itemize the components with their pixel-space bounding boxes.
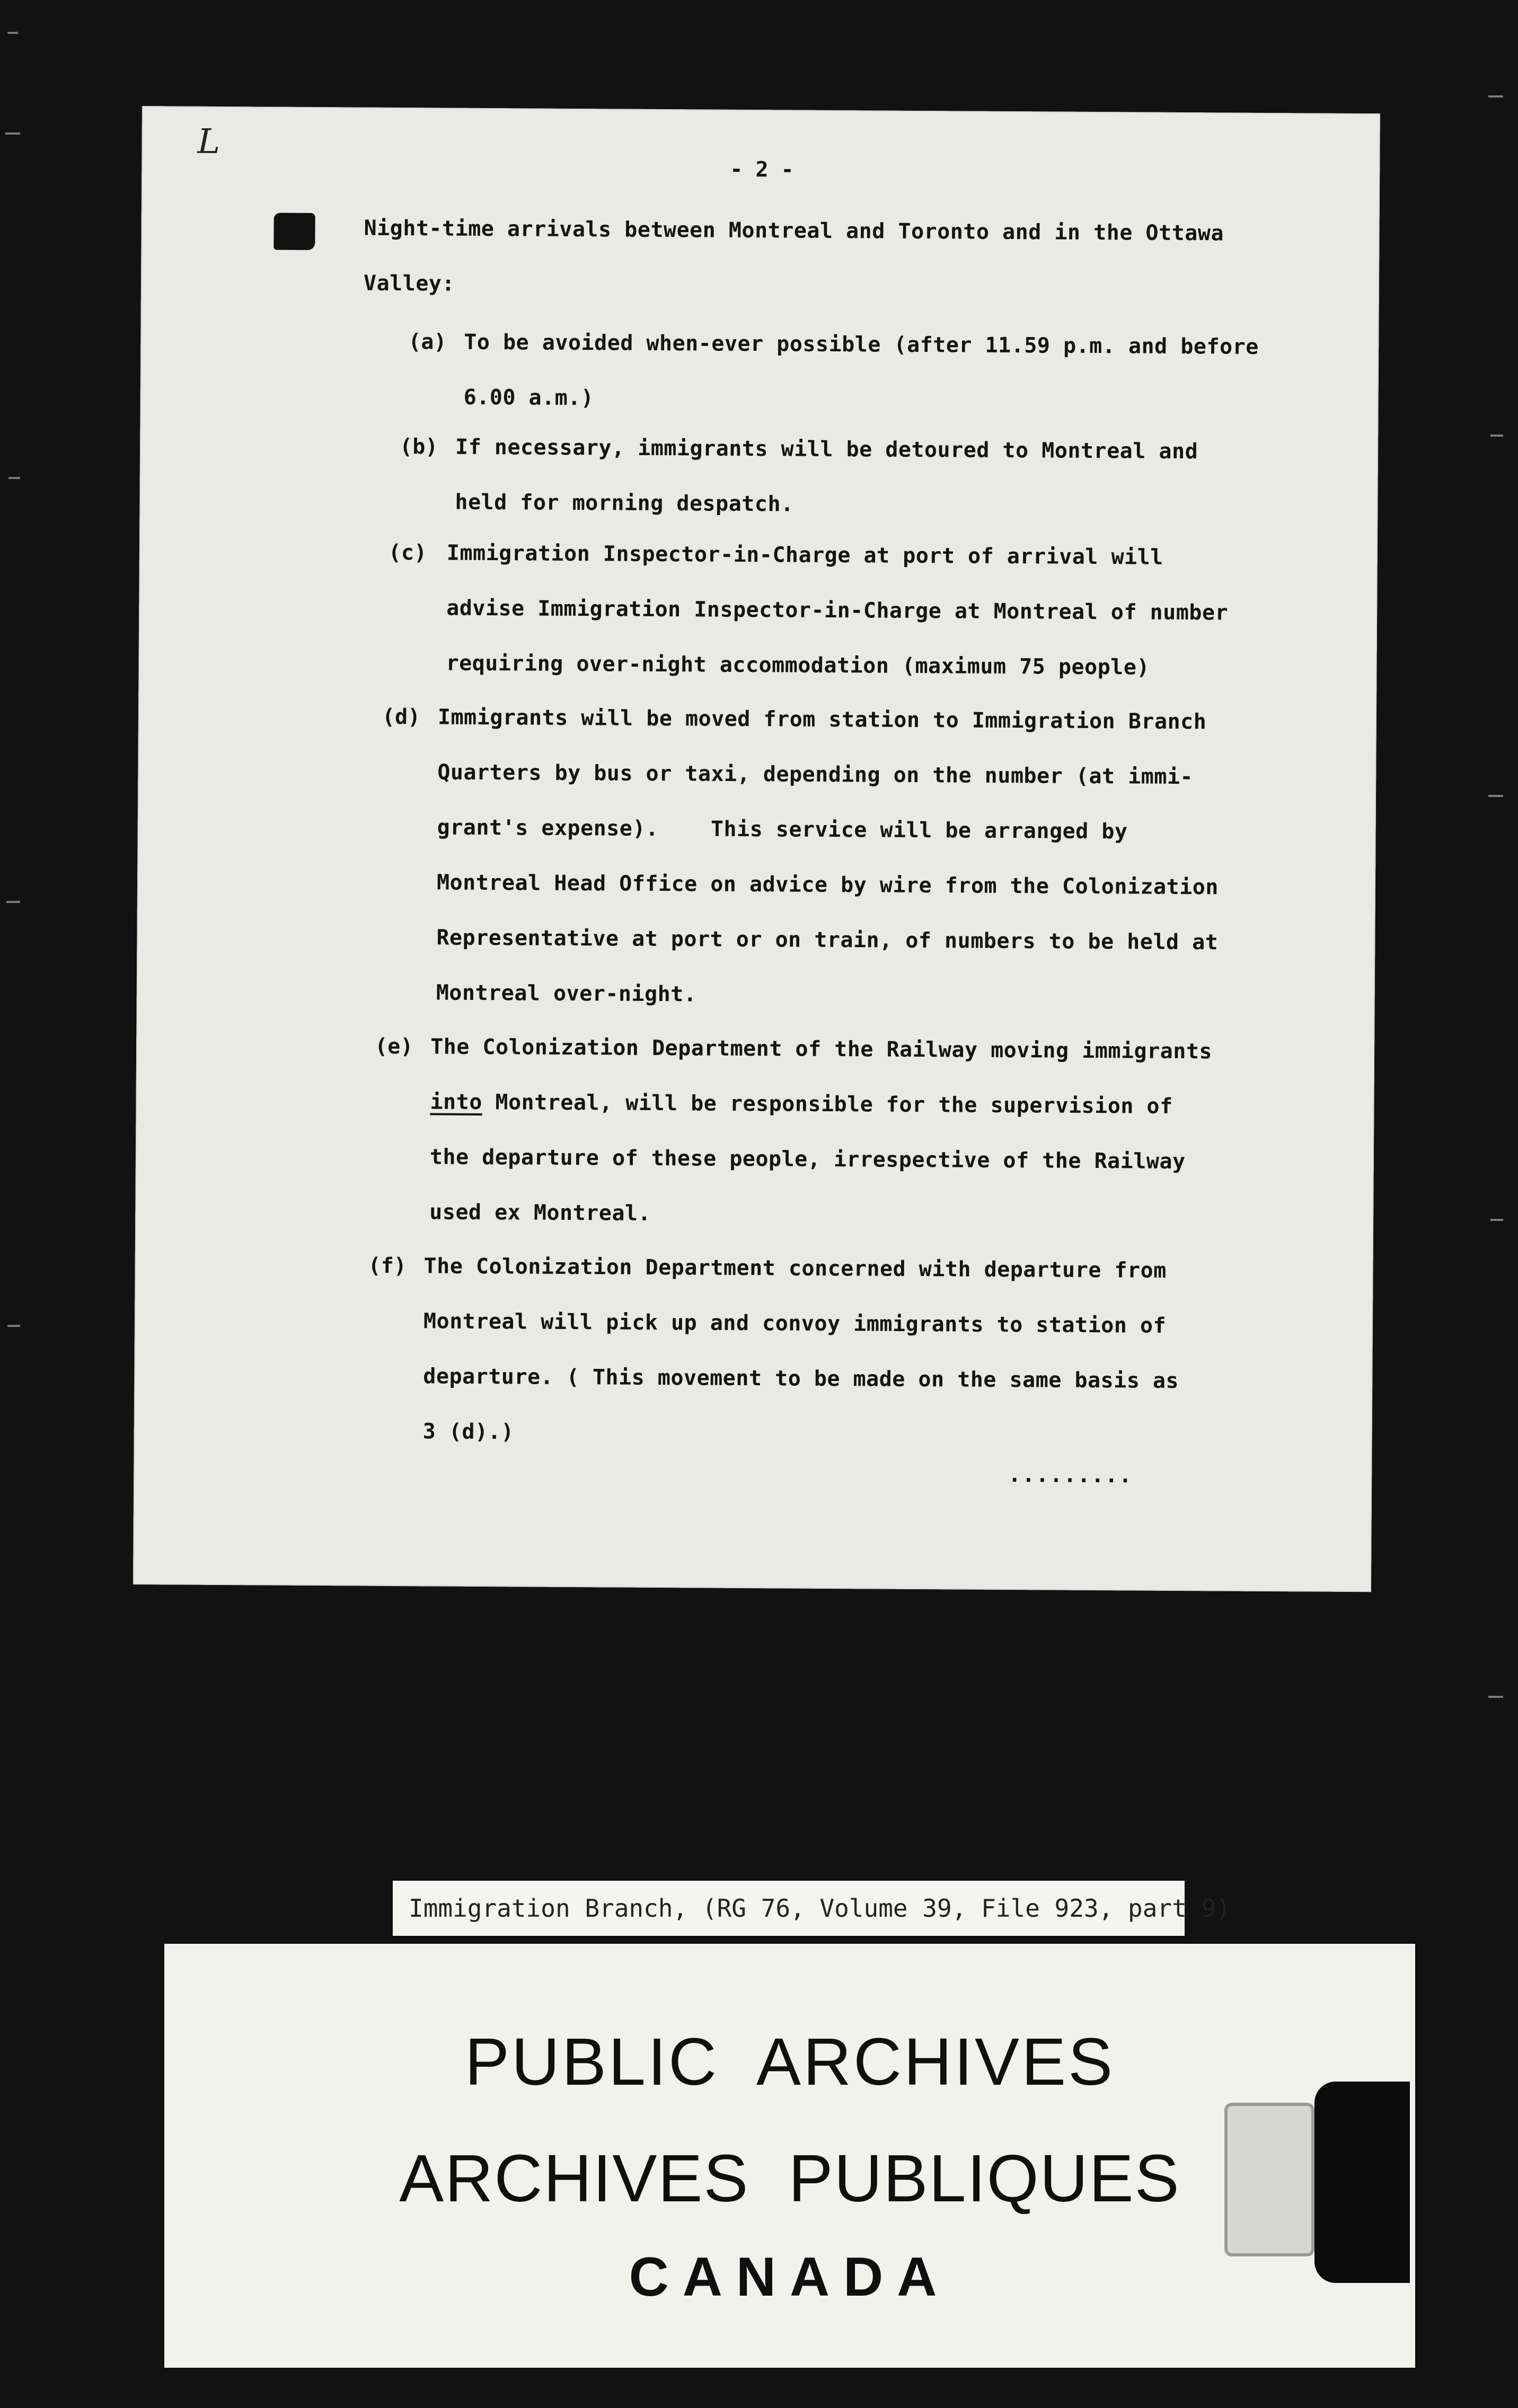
item-line: the departure of these people, irrespective of the Railway	[429, 1145, 1186, 1174]
item-line: Immigration Inspector-in-Charge at port of arrival will	[446, 541, 1163, 570]
item-line: 6.00 a.m.)	[463, 385, 594, 411]
item-line: Montreal Head Office on advice by wire from the Colonization	[436, 870, 1219, 900]
item-line: grant's expense). This service will be arranged by	[437, 815, 1128, 844]
item-text-e	[429, 1019, 1212, 1244]
intro-line: Night-time arrivals between Montreal and Toronto and in the Ottawa	[364, 216, 1224, 246]
item-line: requiring over-night accommodation (maximum 75 people)	[446, 651, 1150, 680]
intro-line: Valley:	[363, 271, 455, 296]
item-line: Immigrants will be moved from station to Immigration Branch	[437, 705, 1207, 734]
item-line: held for morning despatch.	[455, 490, 794, 517]
item-letter-b: (b)	[399, 434, 438, 459]
item-letter-f: (f)	[368, 1253, 407, 1279]
item-letter-a: (a)	[408, 330, 447, 355]
item-line: Montreal over-night.	[436, 980, 697, 1007]
item-line: Representative at port or on train, of numbers to be held at	[436, 925, 1219, 955]
item-line: 3 (d).)	[422, 1419, 514, 1445]
item-line-remainder: Montreal, will be responsible for the supervision of	[482, 1090, 1173, 1119]
film-edge-mark	[1490, 435, 1503, 437]
film-edge-mark	[5, 132, 20, 135]
film-edge-mark	[8, 477, 20, 479]
card-tab	[1224, 2103, 1314, 2256]
item-line: departure. ( This movement to be made on the same basis as	[423, 1364, 1179, 1393]
handwritten-corner-mark: L	[197, 122, 220, 162]
document-page	[133, 106, 1380, 1592]
film-edge-mark	[1488, 795, 1503, 797]
film-edge-mark	[7, 1325, 20, 1327]
item-letter-c: (c)	[388, 540, 427, 565]
public-archives-card	[164, 1944, 1415, 2368]
item-line: The Colonization Department concerned with departure from	[423, 1254, 1167, 1283]
item-letter-d: (d)	[382, 704, 421, 730]
item-line: advise Immigration Inspector-in-Charge at Montreal of number	[446, 596, 1229, 625]
item-line: To be avoided when-ever possible (after 11.59 p.m. and before	[464, 330, 1259, 359]
film-edge-mark	[1488, 1696, 1503, 1698]
underlined-word: into	[430, 1090, 482, 1114]
item-text-f	[422, 1238, 1179, 1464]
film-edge-mark	[1488, 95, 1503, 98]
archive-title-english: PUBLIC ARCHIVES	[464, 2024, 1115, 2099]
item-text-a	[463, 315, 1259, 430]
punch-hole-mark	[273, 213, 315, 250]
item-line: If necessary, immigrants will be detoured to Montreal and	[455, 435, 1198, 464]
item-line: Quarters by bus or taxi, depending on the number (at immi-	[437, 760, 1194, 790]
intro-paragraph	[364, 201, 1224, 316]
film-edge-mark	[6, 901, 20, 903]
film-edge-mark	[7, 32, 18, 34]
archive-title-french: ARCHIVES PUBLIQUES	[399, 2141, 1180, 2216]
card-tab-shadow	[1314, 2082, 1410, 2283]
item-text-c	[446, 526, 1229, 696]
item-line: used ex Montreal.	[429, 1200, 651, 1226]
item-line	[430, 1074, 1212, 1134]
item-letter-e: (e)	[375, 1034, 413, 1059]
closing-dots: .........	[1008, 1463, 1133, 1488]
item-text-d	[436, 689, 1220, 1025]
item-line: Montreal will pick up and convoy immigrants to station of	[423, 1309, 1167, 1338]
archive-country: CANADA	[629, 2246, 951, 2308]
archive-reference-label: Immigration Branch, (RG 76, Volume 39, File 923, part 9)	[391, 1879, 1186, 1937]
film-edge-mark	[1490, 1219, 1503, 1221]
item-text-b	[455, 420, 1198, 535]
page-number: - 2 -	[730, 157, 794, 182]
item-line: The Colonization Department of the Railway moving immigrants	[430, 1034, 1213, 1064]
